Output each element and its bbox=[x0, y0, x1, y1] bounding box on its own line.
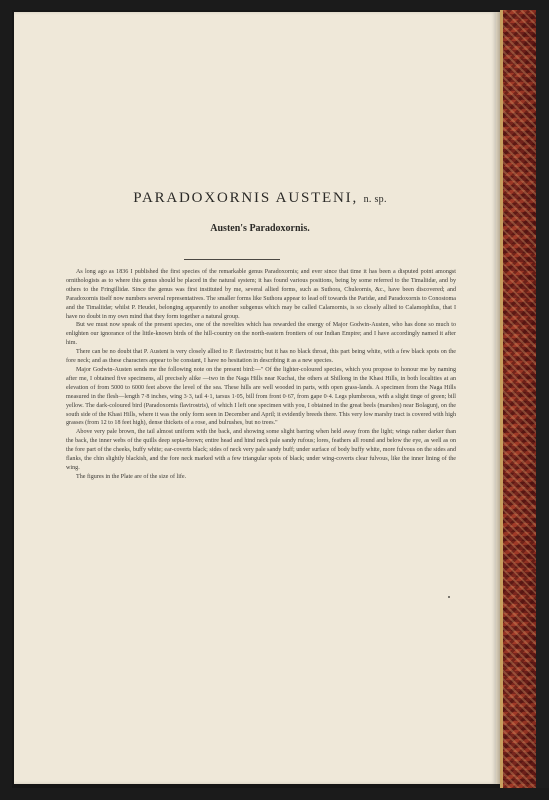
title-divider bbox=[184, 259, 280, 260]
paragraph: But we must now speak of the present species, one of the novelties which has rewarded the energy of Major Godwin-Austen, who has done so much to enlighten our ignorance of the little-known birds of the hill-country on the north-eastern frontiers of our Indian Empire; and I have accordingly named it after him. bbox=[66, 322, 456, 347]
species-name: PARADOXORNIS AUSTENI, bbox=[133, 190, 358, 206]
paragraph: There can be no doubt that P. Austeni is very closely allied to P. flavirostris; but it has no black throat, this part being white, with a few black spots on the fore neck; and as these characters appear to be constant, I have no hesitation in describing it as a new species. bbox=[66, 349, 456, 365]
paragraph: Above very pale brown, the tail almost uniform with the back, and showing some slight barring when held away from the light; wings rather darker than the back, the inner webs of the quills deep sepia-brown; entire head and hind neck pale sandy rufous; lores, feathers all round and below the eye, as well as on the fore part of the cheeks, buffy white; ear-coverts black; sides of neck very pale sandy buff; under surface of body buffy white, more fulvous on the sides and flanks, the chin slightly blackish, and the fore neck marked with a few triangular spots of black; under wing-coverts clear fulvous, like the inner lining of the wing. bbox=[66, 429, 456, 471]
scan-frame-bottom bbox=[0, 788, 549, 800]
article-body bbox=[66, 268, 456, 482]
paragraph: As long ago as 1836 I published the first species of the remarkable genus Paradoxornis; and ever since that time it has been a disputed point amongst ornithologists as to where this genus should be placed in the natural system; it has found various positions, being by some referred to the Timaliidæ, and by others to the Fringillidæ. Since the genus was first instituted by me, several allied forms, such as Suthora, Chuleornis, &c., have been discovered; and Paradoxornis itself now numbers several representatives. The smaller forms like Suthora appear to lead off towards the Paridæ, and Paradoxornis to Conostoma and the Timaliidæ; whilst P. Heudei, belonging apparently to another subgenus which may be called Calamornis, is so closely allied to Calamophilus, that I have no doubt in my own mind that they form together a natural group. bbox=[66, 269, 456, 320]
scan-frame-left bbox=[0, 0, 12, 800]
scan-frame-top bbox=[0, 0, 549, 10]
marbled-binding bbox=[500, 10, 536, 788]
paragraph: The figures in the Plate are of the size of life. bbox=[76, 473, 187, 480]
binding-gilt-edge bbox=[500, 10, 503, 788]
scan-frame-right bbox=[536, 10, 549, 788]
paragraph: Major Godwin-Austen sends me the following note on the present bird:—" Of the lighter-coloured species, which you propose to honour me by naming after me, I obtained five specimens, all precisely alike —two in the Naga Hills near Kuchai, the others at Shillong in the Khasi Hills, in both localities at an elevation of from 5000 to 6000 feet above the level of the sea. These hills are well wooded in parts, with open grass-lands. A specimen from the Naga Hills measured in the flesh—length 7·8 inches, wing 3·3, tail 4·1, tarsus 1·05, bill from front 0·67, from gape 0·4. Legs plumbeous, with a slight tinge of green; bill yellow. The dark-coloured bird (Paradoxornis flavirostris), of which I left one specimen with you, I obtained in the great beels (marshes) near Bolagunj, on the south side of the Khasi Hills, where it was the only form seen in December and April; it evidently breeds there. This very low marshy tract is covered with high grasses (from 12 to 18 feet high), dense thickets of a rose, and bulrushes, but no trees." bbox=[66, 366, 456, 427]
title-suffix: n. sp. bbox=[363, 194, 387, 205]
page-speck bbox=[448, 596, 450, 598]
article-title bbox=[110, 190, 410, 207]
article-subtitle: Austen's Paradoxornis. bbox=[210, 223, 310, 234]
